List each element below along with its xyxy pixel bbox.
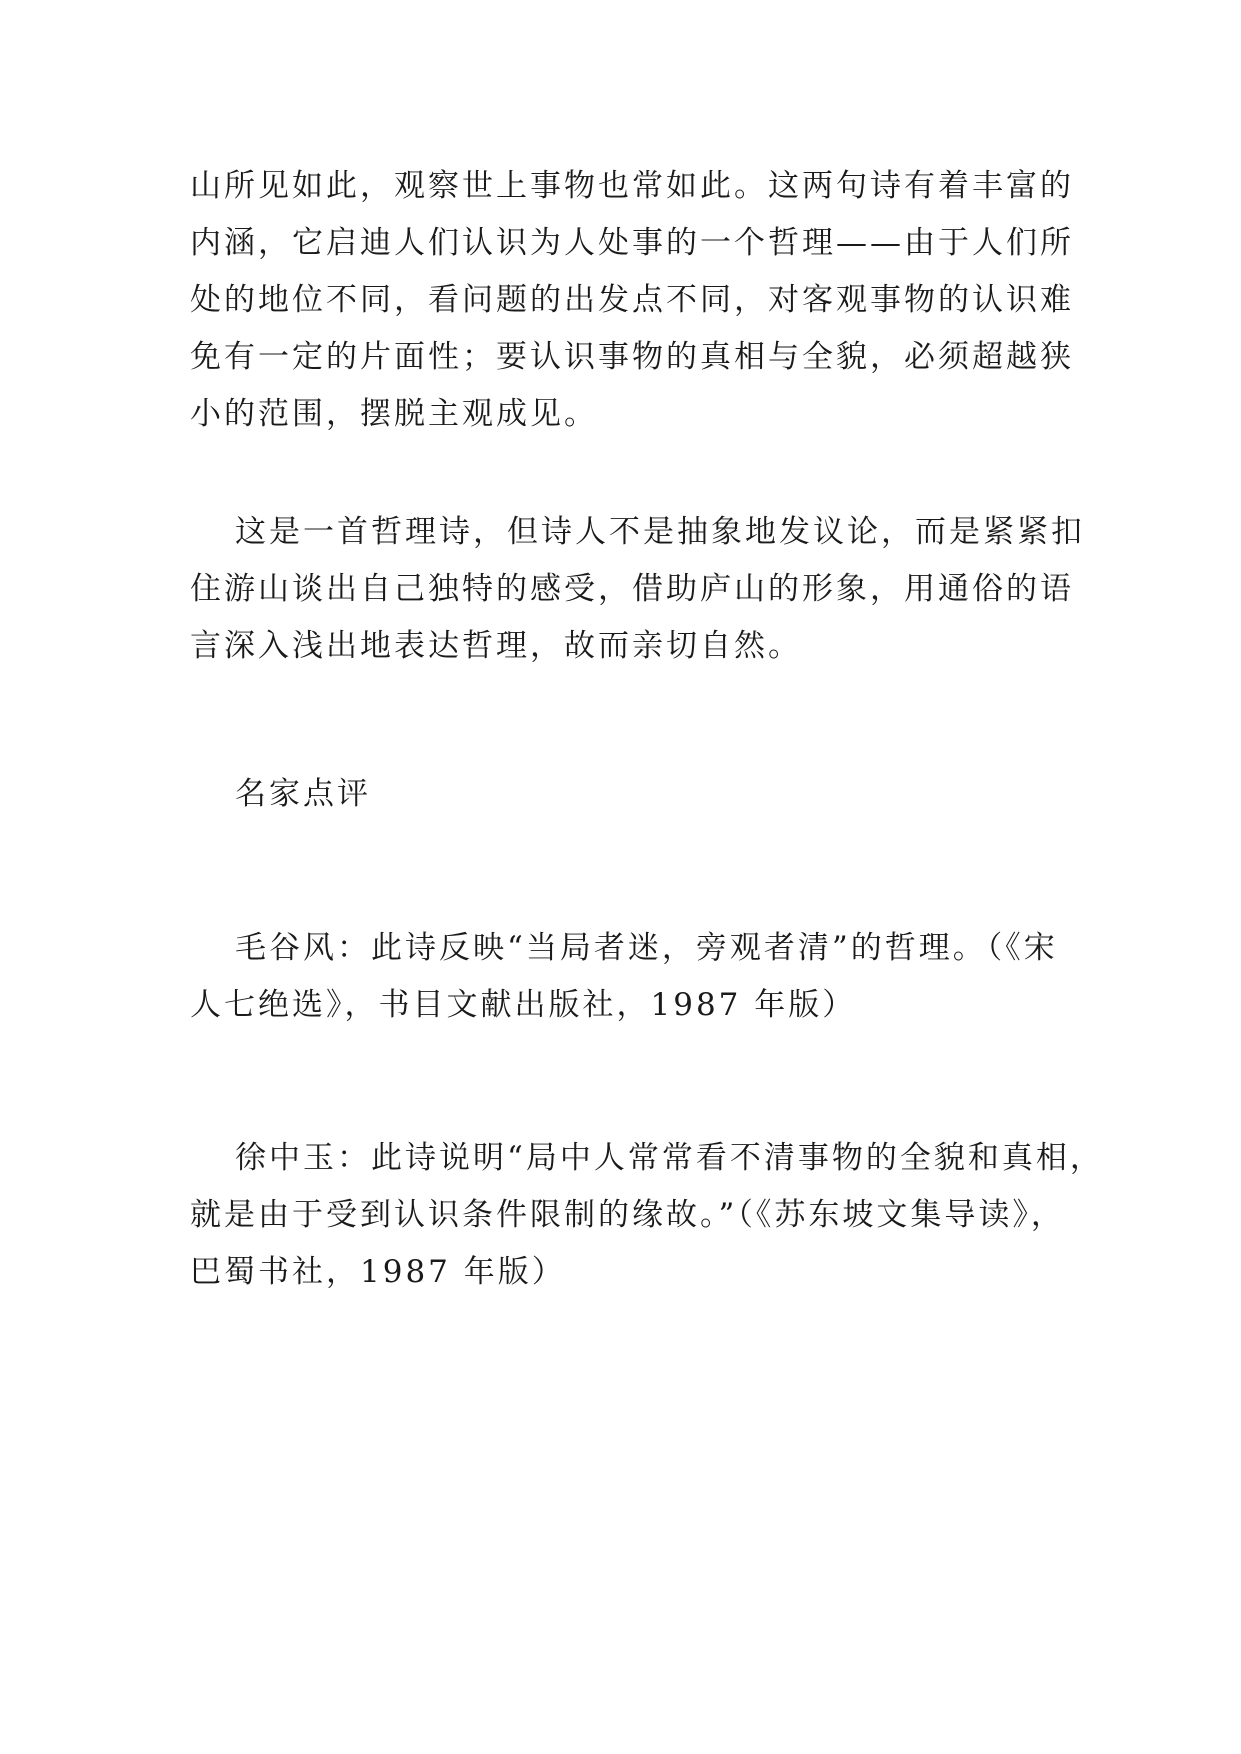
text-line: 住游山谈出自己独特的感受，借助庐山的形象，用通俗的语 bbox=[190, 571, 1074, 607]
text-line: 毛谷风：此诗反映“当局者迷，旁观者清”的哲理。（《宋 bbox=[235, 930, 1058, 966]
text-line: 巴蜀书社，1987 年版） bbox=[190, 1254, 566, 1290]
text-line: 言深入浅出地表达哲理，故而亲切自然。 bbox=[190, 628, 802, 664]
text-line: 人七绝选》，书目文献出版社，1987 年版） bbox=[190, 987, 857, 1023]
paragraph-analysis-continued bbox=[190, 158, 1074, 443]
text-line: 山所见如此，观察世上事物也常如此。这两句诗有着丰富的 bbox=[190, 168, 1074, 204]
text-line: 徐中玉：此诗说明“局中人常常看不清事物的全貌和真相， bbox=[235, 1140, 1104, 1176]
text-line: 小的范围，摆脱主观成见。 bbox=[190, 396, 598, 432]
paragraph-review-mao bbox=[190, 920, 1070, 1034]
text-line: 内涵，它启迪人们认识为人处事的一个哲理——由于人们所 bbox=[190, 225, 1074, 261]
text-line: 免有一定的片面性；要认识事物的真相与全貌，必须超越狭 bbox=[190, 339, 1074, 375]
text-line: 处的地位不同，看问题的出发点不同，对客观事物的认识难 bbox=[190, 282, 1074, 318]
text-line: 就是由于受到认识条件限制的缘故。”（《苏东坡文集导读》， bbox=[190, 1197, 1065, 1233]
paragraph-philosophy-poem bbox=[190, 504, 1085, 675]
section-heading: 名家点评 bbox=[235, 776, 371, 812]
paragraph-review-xu bbox=[190, 1130, 1104, 1301]
text-line: 这是一首哲理诗，但诗人不是抽象地发议论，而是紧紧扣 bbox=[235, 514, 1085, 550]
section-heading-expert-reviews bbox=[190, 766, 1070, 823]
